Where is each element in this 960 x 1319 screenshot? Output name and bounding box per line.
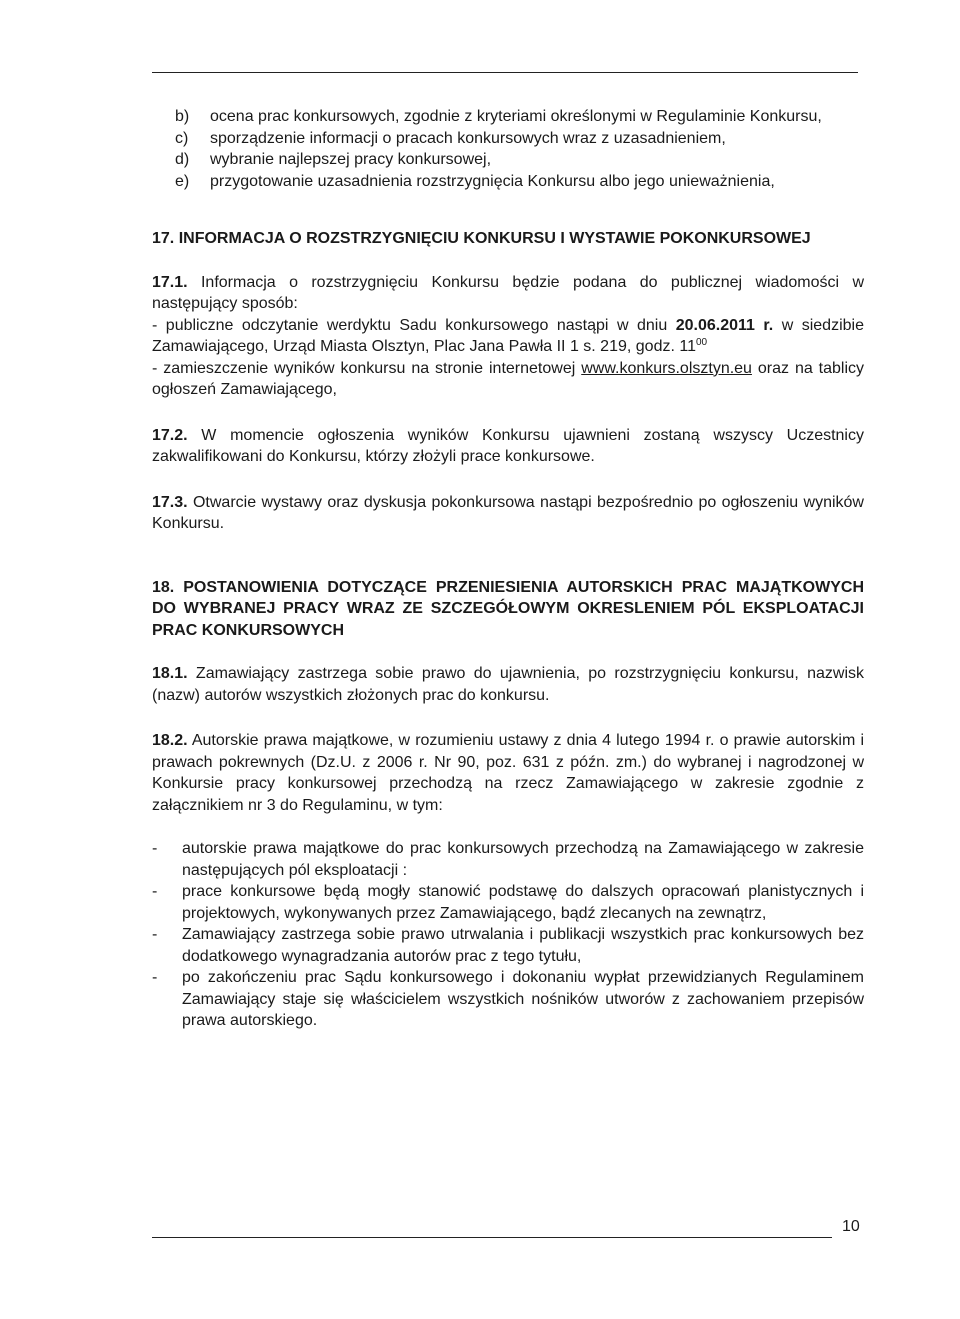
- rights-list: [152, 838, 864, 1032]
- time-superscript: 00: [695, 337, 708, 348]
- list-item: [152, 967, 864, 1032]
- list-item-text: przygotowanie uzasadnienia rozstrzygnięcia Konkursu albo jego unieważnienia,: [210, 172, 775, 190]
- dash-marker: -: [152, 969, 158, 986]
- list-item: [152, 924, 864, 967]
- dash-marker: -: [152, 840, 158, 857]
- paragraph-text: Autorskie prawa majątkowe, w rozumieniu ustawy z dnia 4 lutego 1994 r. o prawie autorskim i prawach pokrewnych (Dz.U. z 2006 r. Nr 90, poz. 631 z późn. zm.) do wybranej i nagrodzonej w Konkursie pracy konkursowej przechodzą na rzecz Zamawiającego w zakresie zgodnie z załącznikiem nr 3 do Regulaminu, w tym:: [152, 732, 864, 814]
- announcement-date: 20.06.2011 r.: [675, 316, 774, 334]
- page-number: 10: [842, 1218, 860, 1235]
- paragraph-text: Informacja o rozstrzygnięciu Konkursu będzie podana do publicznej wiadomości w następujący sposób:: [152, 273, 864, 312]
- list-item-text: wybranie najlepszej pracy konkursowej,: [210, 151, 492, 168]
- paragraph-number: 18.1.: [152, 665, 188, 682]
- announcement-line-web: [152, 358, 864, 401]
- section-18-heading: [152, 577, 864, 642]
- dash-marker: -: [152, 883, 158, 900]
- heading-text: POSTANOWIENIA DOTYCZĄCE PRZENIESIENIA AUTORSKICH PRAC MAJĄTKOWYCH DO WYBRANEJ PRACY WRAZ ZE SZCZEGÓŁOWYM OKRESLENIEM PÓL EKSPLOATACJI PRAC KONKURSOWYCH: [152, 578, 864, 639]
- announcement-location: w siedzibie Zamawiającego, Urząd Miasta Olsztyn, Plac Jana Pawła II 1 s. 219, godz. 11: [152, 316, 864, 355]
- paragraph-text: W momencie ogłoszenia wyników Konkursu ujawnieni zostaną wszyscy Uczestnicy zakwalifikowani do Konkursu, którzy złożyli prace konkursowe.: [152, 426, 864, 465]
- dash-marker: -: [152, 926, 158, 943]
- paragraph-number: 17.1.: [152, 273, 188, 291]
- list-item-text: sporządzenie informacji o pracach konkursowych wraz z uzasadnieniem,: [210, 129, 726, 147]
- page-body: [152, 106, 864, 1032]
- announcement-reading-text: - publiczne odczytanie werdyktu Sadu konkursowego nastąpi w dniu: [152, 316, 668, 334]
- paragraph-17-3: [152, 492, 864, 535]
- list-item-text: autorskie prawa majątkowe do prac konkursowych przechodzą na Zamawiającego w zakresie następujących pól eksploatacji :: [182, 840, 864, 879]
- paragraph-17-1: [152, 272, 864, 315]
- list-item-text: prace konkursowe będą mogły stanowić podstawę do dalszych opracowań planistycznych i projektowych, wykonywanych przez Zamawiającego, bądź zlecanych na zewnątrz,: [182, 883, 864, 922]
- list-item: [152, 128, 864, 150]
- announcement-web-text: - zamieszczenie wyników konkursu na stronie internetowej: [152, 359, 576, 377]
- announcement-board-text: oraz na tablicy ogłoszeń Zamawiającego,: [152, 359, 865, 398]
- list-marker: e): [175, 172, 190, 190]
- list-item: [152, 149, 864, 171]
- paragraph-text: Zamawiający zastrzega sobie prawo do ujawnienia, po rozstrzygnięciu konkursu, nazwisk (nazw) autorów wszystkich złożonych prac do konkursu.: [152, 665, 864, 704]
- list-item: [152, 838, 864, 881]
- duties-list: [152, 106, 864, 192]
- paragraph-number: 18.2.: [152, 732, 188, 749]
- list-marker: b): [175, 108, 190, 125]
- website-link[interactable]: www.konkurs.olsztyn.eu: [581, 359, 752, 377]
- announcement-line-reading: [152, 315, 864, 358]
- heading-number: 18.: [152, 578, 175, 596]
- section-17-heading: 17. INFORMACJA O ROZSTRZYGNIĘCIU KONKURSU I WYSTAWIE POKONKURSOWEJ: [152, 230, 811, 247]
- paragraph-18-2: [152, 730, 864, 816]
- header-rule: [152, 72, 858, 73]
- list-item: [152, 106, 864, 128]
- list-item: [152, 881, 864, 924]
- paragraph-18-1: [152, 663, 864, 706]
- list-marker: c): [175, 129, 189, 147]
- list-item: [152, 171, 864, 193]
- paragraph-17-2: [152, 425, 864, 468]
- list-item-text: Zamawiający zastrzega sobie prawo utrwalania i publikacji wszystkich prac konkursowych bez dodatkowego wynagradzania autorów prac z tego tytułu,: [182, 926, 864, 965]
- paragraph-text: Otwarcie wystawy oraz dyskusja pokonkursowa nastąpi bezpośrednio po ogłoszeniu wyników Konkursu.: [152, 493, 864, 532]
- paragraph-number: 17.3.: [152, 493, 188, 511]
- list-item-text: po zakończeniu prac Sądu konkursowego i dokonaniu wypłat przewidzianych Regulaminem Zamawiający staje się właścicielem wszystkich nośników utworów z zachowaniem przepisów prawa autorskiego.: [182, 969, 864, 1029]
- list-marker: d): [175, 151, 190, 168]
- footer-rule: [152, 1237, 832, 1238]
- paragraph-number: 17.2.: [152, 426, 188, 444]
- list-item-text: ocena prac konkursowych, zgodnie z kryteriami określonymi w Regulaminie Konkursu,: [210, 108, 822, 125]
